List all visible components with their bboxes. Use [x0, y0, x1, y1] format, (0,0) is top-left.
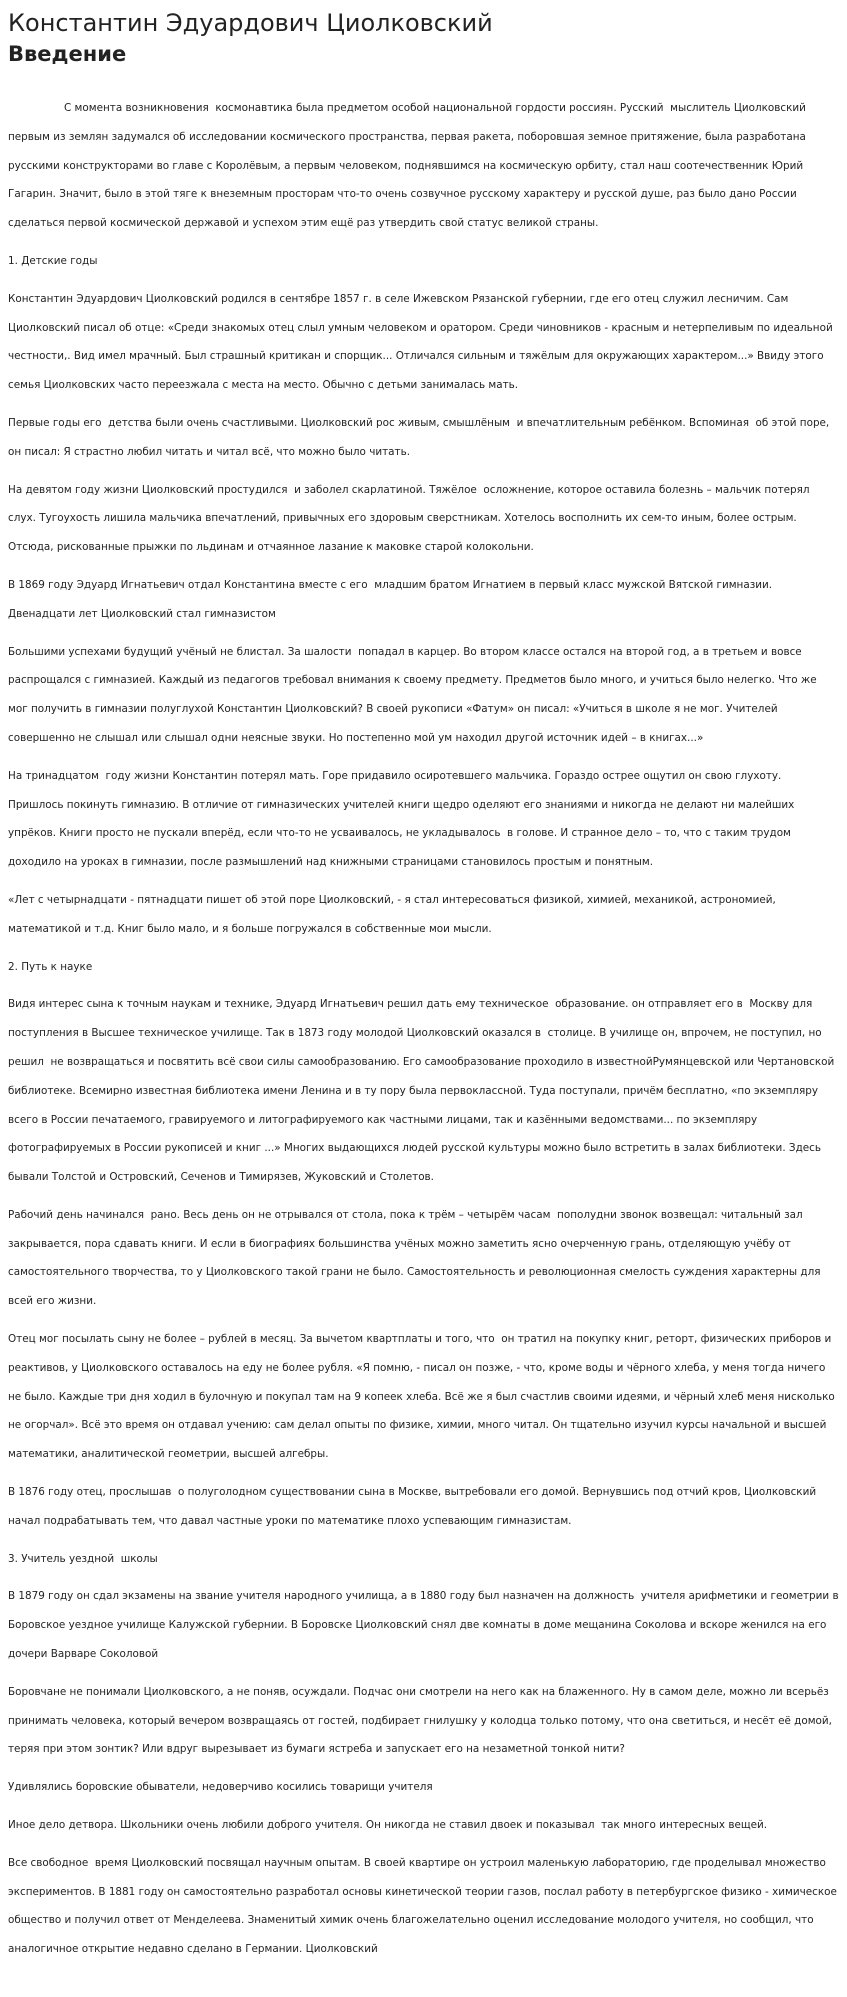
paragraph: Все свободное время Циолковский посвящал научным опытам. В своей квартире он устроил маленькую лабораторию, где проделывал множество экспериментов. В 1881 году он самостоятельно разработал основы кинетической теории газов, послал работу в петербургское физико - химическое общество и получил ответ от Менделеева. Знаменитый химик очень благожелательно оценил исследование молодого учителя, но сообщил, что аналогичное открытие недавно сделано в Германии. Циолковский — [8, 1856, 841, 1956]
section-heading: 3. Учитель уездной школы — [8, 1552, 158, 1565]
paragraph: В 1869 году Эдуард Игнатьевич отдал Константина вместе с его младшим братом Игнатием в первый класс мужской Вятской гимназии. Двенадцати лет Циолковский стал гимназистом — [8, 578, 776, 620]
document-title: Константин Эдуардович Циолковский — [8, 9, 493, 37]
paragraph: Константин Эдуардович Циолковский родился в сентябре 1857 г. в селе Ижевском Рязанской губернии, где его отец служил лесничим. Сам Циолковский писал об отце: «Среди знакомых отец слыл умным человеком и оратором. Среди чиновников - красным и нетерпеливым по идеальной честности,. Вид имел мрачный. Был страшный критикан и спорщик... Отличался сильным и тяжёлым для окружающих характером...» Ввиду этого семья Циолковских часто переезжала с места на место. Обычно с детьми занималась мать. — [8, 292, 837, 392]
paragraph: Иное дело детвора. Школьники очень любили доброго учителя. Он никогда не ставил двоек и показывал так много интересных вещей. — [8, 1819, 768, 1832]
paragraph: В 1876 году отец, прослышав о полуголодном существовании сына в Москве, вытребовали его домой. Вернувшись под отчий кров, Циолковский начал подрабатывать тем, что давал частные уроки по математике плохо успевающим гимназистам. — [8, 1486, 820, 1527]
paragraph: На девятом году жизни Циолковский простудился и заболел скарлатиной. Тяжёлое осложнение, которое оставила болезнь – мальчик потерял слух. Тугоухость лишила мальчика впечатлений, привычных его здоровым сверстникам. Хотелось восполнить их сем-то иным, более острым. Отсюда, рискованные прыжки по льдинам и отчаянное лазание к маковке старой колокольни. — [8, 483, 813, 554]
paragraph: Отец мог посылать сыну не более – рублей в месяц. За вычетом квартплаты и того, что он тратил на покупку книг, реторт, физических приборов и реактивов, у Циолковского оставалось на еду не более рубля. «Я помню, - писал он позже, - что, кроме воды и чёрного хлеба, у меня тогда ничего не было. Каждые три дня ходил в булочную и покупал там на 9 копеек хлеба. Всё же я был счастлив своими идеями, и чёрный хлеб меня нисколько не огорчал». Всё это время он отдавал учению: сам делал опыты по физике, химии, много читал. Он тщательно изучил курсы начальной и высшей математики, аналитической геометрии, высшей алгебры. — [8, 1333, 839, 1461]
paragraph: В 1879 году он сдал экзамены на звание учителя народного училища, а в 1880 году был назначен на должность учителя арифметики и геометрии в Боровское уездное училище Калужской губернии. В Боровске Циолковский снял две комнаты в доме мещанина Соколова и вскоре женился на его дочери Варваре Соколовой — [8, 1590, 842, 1661]
paragraph: «Лет с четырнадцати - пятнадцати пишет об этой поре Циолковский, - я стал интересоваться физикой, химией, механикой, астрономией, математикой и т.д. Книг было мало, и я больше погружался в собственные мои мысли. — [8, 893, 780, 935]
section-heading-introduction: Введение — [8, 42, 127, 66]
section-heading: 1. Детские годы — [8, 254, 98, 267]
paragraph: Удивлялись боровские обыватели, недоверчиво косились товарищи учителя — [8, 1781, 433, 1794]
paragraph: С момента возникновения космонавтика была предметом особой национальной гордости россиян. Русский мыслитель Циолковский первым из землян задумался об исследовании космического пространства, первая ракета, поборовшая земное притяжение, была разработана русскими конструкторами во главе с Королёвым, а первым человеком, поднявшимся на космическую орбиту, стал наш соотечественник Юрий Гагарин. Значит, было в этой тяге к внеземным просторам что-то очень созвучное русскому характеру и русской душе, раз было дано России сделаться первой космической державой и успехом этим ещё раз утвердить свой статус великой страны. — [8, 102, 810, 230]
paragraph: Первые годы его детства были очень счастливыми. Циолковский рос живым, смышлёным и впечатлительным ребёнком. Вспоминая об этой поре, он писал: Я страстно любил читать и читал всё, что можно было читать. — [8, 416, 833, 458]
section-heading: 2. Путь к науке — [8, 960, 93, 973]
paragraph: Видя интерес сына к точным наукам и технике, Эдуард Игнатьевич решил дать ему техническое образование. он отправляет его в Москву для поступления в Высшее техническое училище. Так в 1873 году молодой Циолковский оказался в столице. В училище он, впрочем, не поступил, но решил не возвращаться и посвятить всё свои силы самообразованию. Его самообразование проходило в известнойРумянцевской или Чертановской библиотеке. Всемирно известная библиотека имени Ленина и в ту пору была первоклассной. Туда поступали, причём бесплатно, «по экземпляру всего в России печатаемого, гравируемого и литографируемого как частными лицами, так и казёнными ведомствами... по экземпляру фотографируемых в России рукописей и книг ...» Многих выдающихся людей русской культуры можно было встретить в залах библиотеки. Здесь бывали Толстой и Островский, Сеченов и Тимирязев, Жуковский и Столетов. — [8, 998, 838, 1184]
paragraph: Боровчане не понимали Циолковского, а не поняв, осуждали. Подчас они смотрели на него как на блаженного. Ну в самом деле, можно ли всерьёз принимать человека, который вечером возвращаясь от гостей, подбирает гнилушку у колодца только потому, что она светиться, и несёт её домой, теряя при этом зонтик? Или вдруг вырезывает из бумаги ястреба и запускает его на незаметной тонкой нити? — [8, 1685, 836, 1756]
paragraph: Большими успехами будущий учёный не блистал. За шалости попадал в карцер. Во втором классе остался на второй год, а в третьем и вовсе распрощался с гимназией. Каждый из педагогов требовал внимания к своему предмету. Предметов было много, и учиться было нелегко. Что же мог получить в гимназии полуглухой Константин Циолковский? В своей рукописи «Фатум» он писал: «Учиться в школе я не мог. Учителей совершенно не слышал или слышал одни неясные звуки. Но постепенно мой ум находил другой источник идей – в книгах...» — [8, 645, 820, 744]
document-body — [8, 94, 842, 1964]
paragraph: На тринадцатом году жизни Константин потерял мать. Горе придавило осиротевшего мальчика. Гораздо острее ощутил он свою глухоту. Пришлось покинуть гимназию. В отличие от гимназических учителей книги щедро оделяют его знаниями и никогда не делают ни малейших упрёков. Книги просто не пускали вперёд, если что-то не усваивалось, не укладывалось в голове. И странное дело – то, что с таким трудом доходило на уроках в гимназии, после размышлений над книжными страницами становилось простым и понятным. — [8, 769, 798, 869]
paragraph: Рабочий день начинался рано. Весь день он не отрывался от стола, пока к трём – четырём часам пополудни звонок возвещал: читальный зал закрывается, пора сдавать книги. И если в биографиях большинства учёных можно заметить ясно очерченную грань, отделяющую учёбу от самостоятельного творчества, то у Циолковского такой грани не было. Самостоятельность и революционная смелость суждения характерны для всей его жизни. — [8, 1208, 824, 1308]
